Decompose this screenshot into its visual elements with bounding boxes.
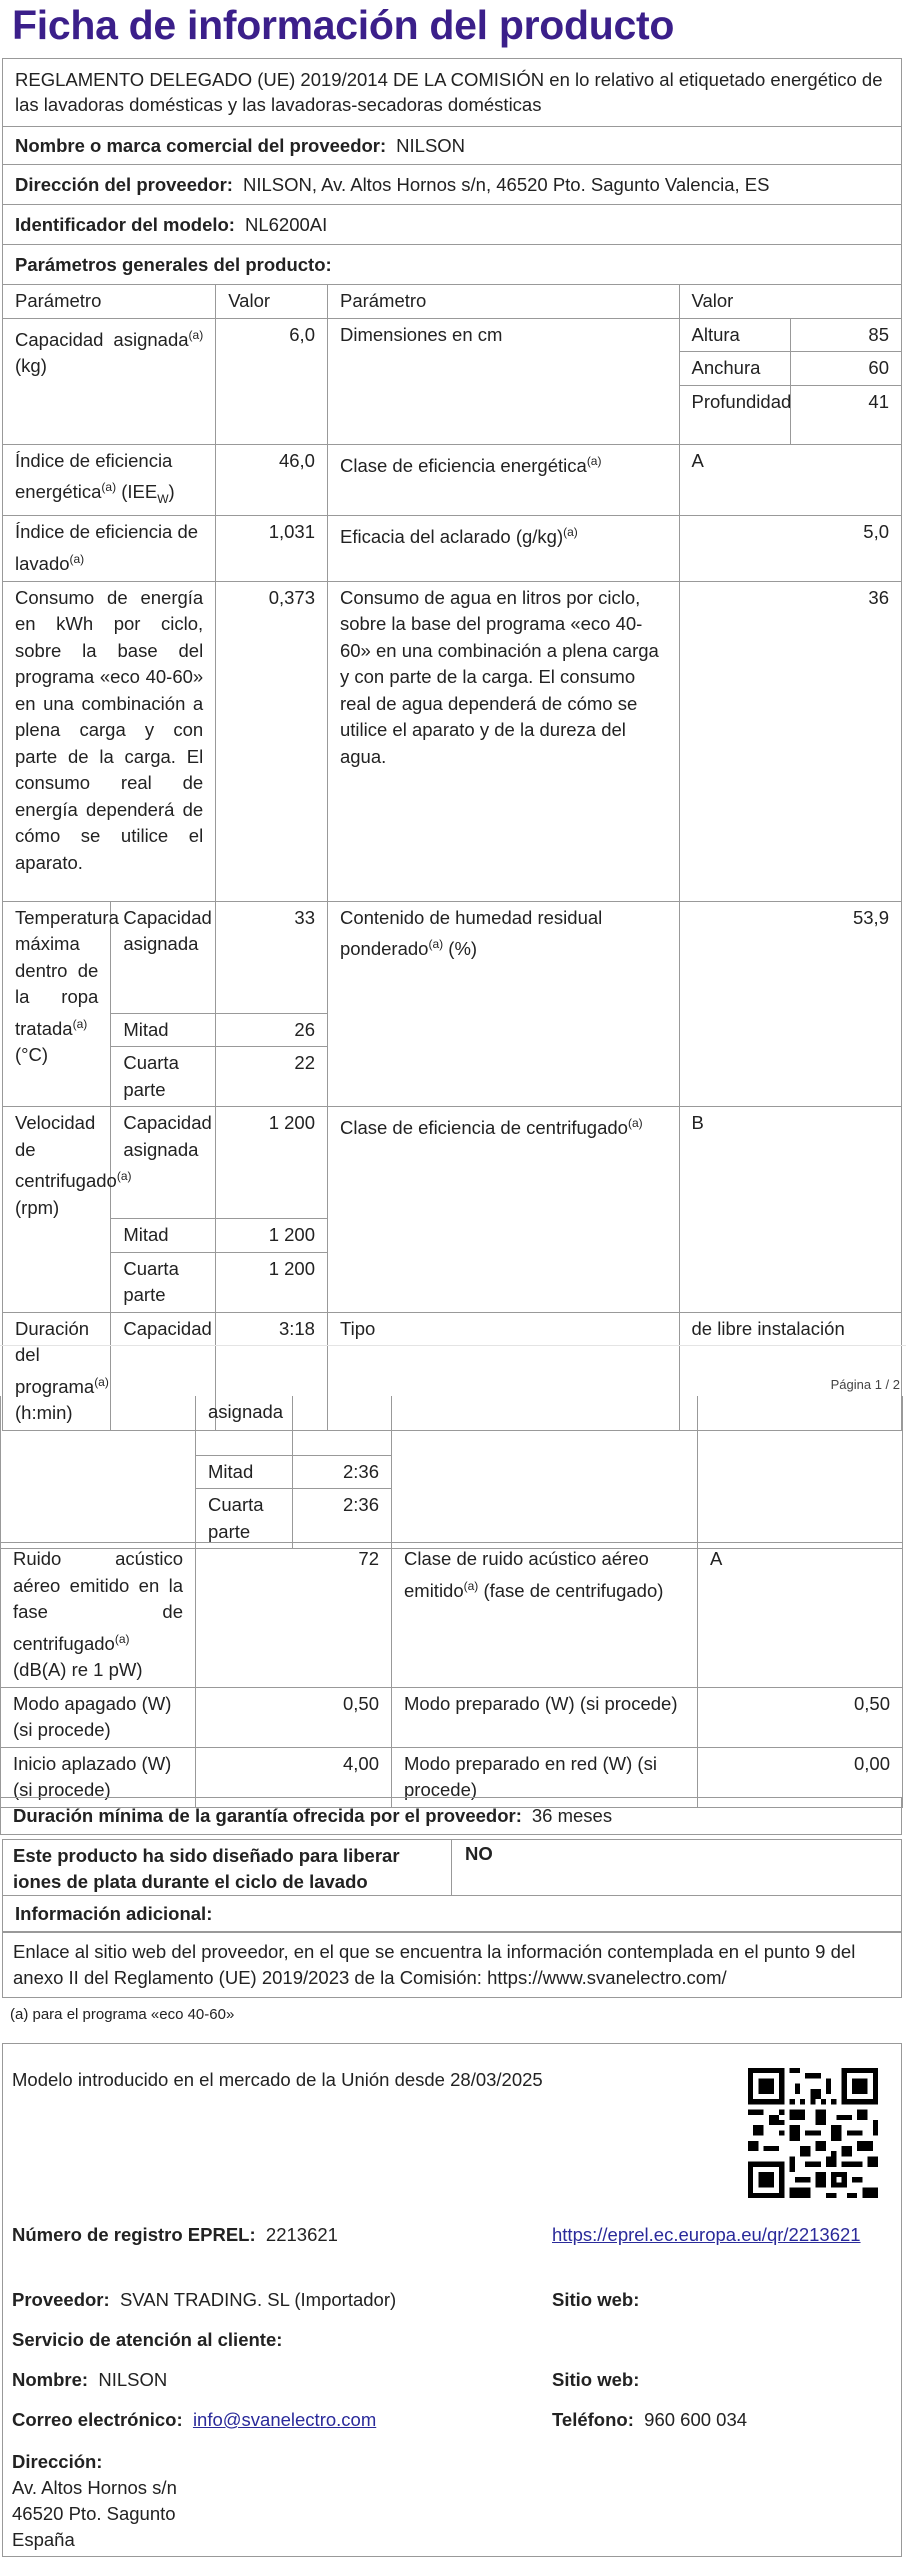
eei-value: 46,0 [216,444,328,516]
provider-row [12,2289,396,2311]
spin-rated-label: Capacidad asignada [111,1107,216,1219]
page-number: Página 1 / 2 [830,1377,900,1392]
temp-quarter-label: Cuarta parte [111,1047,216,1107]
table-row [3,581,902,901]
cs-name-value: NILSON [98,2369,168,2390]
footnote: (a) para el programa «eco 40-60» [10,2006,235,2023]
silver-value: NO [465,1843,493,1864]
spin-quarter-value: 1 200 [216,1252,328,1312]
energy-consumption-value: 0,373 [216,581,328,901]
water-consumption-label: Consumo de agua en litros por ciclo, sobre la base del programa «eco 40-60» en una combinación a plena carga y con parte de la carga. El consumo real de agua dependerá de cómo se utilice el aparato y de la dureza del agua. [327,581,679,901]
params-table [2,284,902,1431]
noise-class-value: A [698,1543,903,1688]
model-id-value: NL6200AI [244,213,328,235]
energy-class-value: A [679,444,902,516]
cs-phone-label: Teléfono: [552,2409,634,2430]
eei-label: Índice de eficiencia energética$^{(a)}$ $(IEE_W)$ [3,444,216,516]
width-label: Anchura [679,352,791,386]
table-row [3,901,902,1013]
additional-row [2,1896,902,1932]
type-value-cont [698,1396,903,1549]
cs-phone-row [552,2409,747,2431]
height-value: 85 [791,318,902,352]
silver-row [2,1839,902,1896]
noise-class-label: Clase de ruido acústico aéreo emitido$^{(a)}$ (fase de centrifugado) [392,1543,698,1688]
cs-name-row [12,2369,167,2391]
supplier-name-label: Nombre o marca comercial del proveedor: [15,134,387,156]
cs-address-line1: Av. Altos Hornos s/n [12,2477,177,2498]
off-mode-label: Modo apagado (W) (si procede) [1,1687,196,1747]
cs-address-line3: España [12,2529,75,2550]
duration-label: Duración del programa$^{(a)}$ (h:min) [3,1312,111,1430]
cs-phone-value: 960 600 034 [644,2409,748,2430]
spin-label: Velocidad de centrifugado$^{(a)}$ (rpm) [3,1107,111,1313]
spin-rated-value: 1 200 [216,1107,328,1219]
table-row [3,1107,902,1219]
guarantee-label: Duración mínima de la garantía ofrecida por el proveedor: [13,1805,522,1826]
duration-rated-label-p1: Capacidad [111,1312,216,1430]
model-id-label: Identificador del modelo: [15,213,235,235]
spin-quarter-label: Cuarta parte [111,1252,216,1312]
duration-half-value: 2:36 [293,1455,392,1489]
standby-label: Modo preparado (W) (si procede) [392,1687,698,1747]
network-value: 0,00 [698,1747,903,1807]
duration-half-label: Mitad [196,1455,293,1489]
header-param-2: Parámetro [327,285,679,319]
eprel-label: Número de registro EPREL: [12,2224,256,2245]
cs-email-link[interactable]: info@svanelectro.com [192,2409,377,2430]
duration-quarter-label: Cuarta parte [196,1489,293,1549]
noise-label: Ruido acústico aéreo emitido en la fase de centrifugado$^{(a)}$ (dB(A) re 1 pW) [1,1543,196,1688]
general-params-row [2,245,902,285]
duration-label-cont [1,1396,196,1549]
qr-code-icon[interactable] [748,2068,878,2198]
rinsing-label: Eficacia del aclarado $(g/kg)^{(a)}$ [327,516,679,581]
temp-rated-label: Capacidad asignada [111,901,216,1013]
table-row [1,1396,903,1455]
cs-address-line2: 46520 Pto. Sagunto [12,2503,176,2524]
cs-address [12,2449,177,2553]
params-table-cont-2 [0,1542,903,1808]
temp-quarter-value: 22 [216,1047,328,1107]
header-param: Parámetro [3,285,216,319]
rinsing-value: 5,0 [679,516,902,581]
eprel-row [12,2224,338,2246]
moisture-label: Contenido de humedad residual ponderado$^{(a)}$ (%) [327,901,679,1107]
spin-half-label: Mitad [111,1219,216,1253]
standby-value: 0,50 [698,1687,903,1747]
temp-half-value: 26 [216,1013,328,1047]
duration-rated-label-p2: asignada [196,1396,293,1455]
provider-value: SVAN TRADING. SL (Importador) [119,2289,397,2310]
market-date: Modelo introducido en el mercado de la Unión desde 28/03/2025 [12,2069,543,2090]
moisture-value: 53,9 [679,901,902,1107]
general-params-title: Parámetros generales del producto: [15,253,332,275]
table-row [1,1543,903,1688]
duration-quarter-value: 2:36 [293,1489,392,1549]
website-label: Sitio web: [552,2289,640,2310]
additional-text: Enlace al sitio web del proveedor, en el que se encuentra la información contemplada en el punto 9 del anexo II del Reglamento (UE) 2019/2023 de la Comisión: https://www.svanelectro.com/ [2,1932,902,1998]
dimensions-label: Dimensiones en cm [327,318,679,444]
customer-service-title: Servicio de atención al cliente: [12,2329,283,2350]
regulation-text: REGLAMENTO DELEGADO (UE) 2019/2014 DE LA COMISIÓN en lo relativo al etiquetado energético de las lavadoras domésticas y las lavadoras-secadoras domésticas [2,58,902,127]
capacity-value: 6,0 [216,318,328,444]
cs-address-label: Dirección: [12,2451,103,2472]
table-header-row [3,285,902,319]
washing-value: 1,031 [216,516,328,581]
duration-rated-value: 3:18 [216,1312,328,1430]
depth-value: 41 [791,385,902,444]
cs-email-row [12,2409,376,2431]
spin-half-value: 1 200 [216,1219,328,1253]
energy-consumption-label: Consumo de energía en kWh por ciclo, sobre la base del programa «eco 40-60» en una combinación a plena carga y con parte de la carga. El consumo real de energía dependerá de cómo se utilice el aparato. [3,581,216,901]
header-value: Valor [216,285,328,319]
cs-email-label: Correo electrónico: [12,2409,183,2430]
params-table-cont [0,1396,903,1549]
model-id-row [2,205,902,245]
supplier-address-label: Dirección del proveedor: [15,173,233,195]
additional-title: Información adicional: [15,1902,213,1924]
width-value: 60 [791,352,902,386]
noise-value: 72 [196,1543,392,1688]
type-label: Tipo [327,1312,679,1430]
table-row [3,444,902,516]
type-label-cont [392,1396,698,1549]
height-label: Altura [679,318,791,352]
table-row [3,516,902,581]
provider-label: Proveedor: [12,2289,110,2310]
energy-class-label: Clase de eficiencia energética$^{(a)}$ [327,444,679,516]
page-2 [0,1345,906,2561]
network-label: Modo preparado en red (W) (si procede) [392,1747,698,1807]
eprel-value: 2213621 [265,2224,338,2245]
supplier-name-row [2,127,902,165]
depth-label: Profundidad [679,385,791,444]
delay-label: Inicio aplazado (W) (si procede) [1,1747,196,1807]
guarantee-row [0,1797,902,1835]
cs-website-label: Sitio web: [552,2369,640,2390]
capacity-label: Capacidad asignada$^{(a)}$ (kg) [3,318,216,444]
table-row [3,318,902,352]
supplier-address-value: NILSON, Av. Altos Hornos s/n, 46520 Pto. Sagunto Valencia, ES [242,173,770,195]
water-consumption-value: 36 [679,581,902,901]
header-value-2: Valor [679,285,902,319]
guarantee-value: 36 meses [531,1805,613,1826]
spin-class-value: B [679,1107,902,1313]
off-mode-value: 0,50 [196,1687,392,1747]
spin-class-label: Clase de eficiencia de centrifugado$^{(a)}$ [327,1107,679,1313]
type-value: de libre instalación [679,1312,902,1430]
temp-half-label: Mitad [111,1013,216,1047]
page-title: Ficha de información del producto [12,2,675,48]
temp-label: Temperatura máxima dentro de la ropa tratada$^{(a)}$ (°C) [3,901,111,1107]
table-row [1,1687,903,1747]
supplier-name-value: NILSON [396,134,466,156]
delay-value: 4,00 [196,1747,392,1807]
supplier-address-row [2,165,902,205]
silver-divider [451,1840,452,1895]
duration-rated-cont [293,1396,392,1455]
washing-label: Índice de eficiencia de lavado$^{(a)}$ [3,516,216,581]
cs-name-label: Nombre: [12,2369,89,2390]
silver-label: Este producto ha sido diseñado para liberar iones de plata durante el ciclo de lavado [13,1845,400,1892]
eprel-link[interactable]: https://eprel.ec.europa.eu/qr/2213621 [552,2224,861,2245]
temp-rated-value: 33 [216,901,328,1013]
